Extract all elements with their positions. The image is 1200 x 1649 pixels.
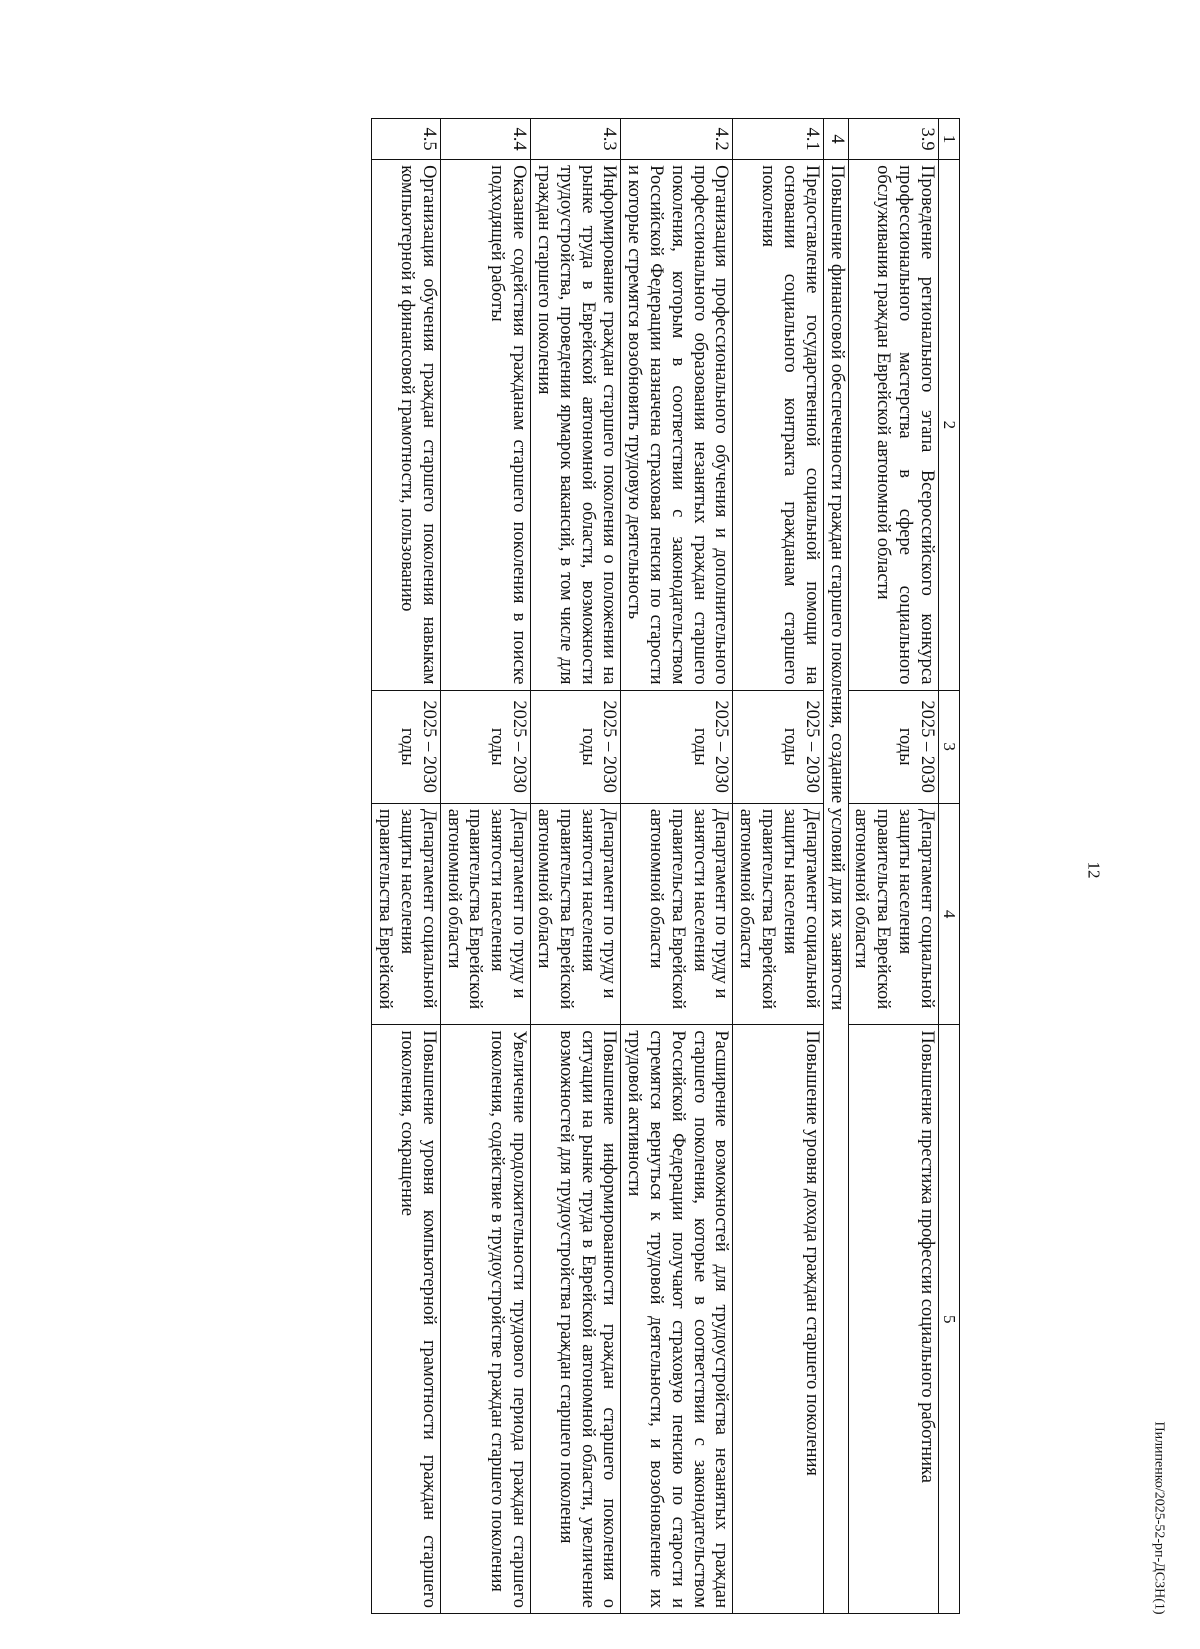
table-row bbox=[621, 119, 733, 1614]
row-number: 4.2 bbox=[621, 119, 733, 160]
table-row bbox=[733, 119, 823, 1614]
executor-cell: Департамент социальной защиты населения правительства Еврейской автономной области bbox=[848, 803, 938, 1025]
page-number: 12 bbox=[1084, 861, 1104, 879]
plan-table-rotated bbox=[89, 118, 960, 1614]
period-cell: 2025 – 2030 годы bbox=[848, 690, 938, 803]
row-number: 4.1 bbox=[733, 119, 823, 160]
column-header: 1 bbox=[938, 119, 959, 160]
event-cell: Предоставление государственной социальной помощи на основании социального контракта гражданам старшего поколения bbox=[733, 160, 823, 690]
executor-cell: Департамент по труду и занятости населения правительства Еврейской автономной области bbox=[531, 803, 621, 1025]
period-cell: 2025 – 2030 годы bbox=[621, 690, 733, 803]
result-cell: Повышение уровня компьютерной грамотности граждан старшего поколения, сокращение bbox=[372, 1025, 440, 1614]
plan-table-body bbox=[372, 119, 960, 1614]
result-cell: Расширение возможностей для трудоустройства незанятых граждан старшего поколения, которые в соответствии с законодательством Российской Федерации получают страховую пенсию по старости и стремятся вернуться к трудовой деятельности, и возобновление их трудовой активности bbox=[621, 1025, 733, 1614]
event-cell: Оказание содействия гражданам старшего поколения в поиске подходящей работы bbox=[440, 160, 530, 690]
table-row bbox=[531, 119, 621, 1614]
executor-cell: Департамент социальной защиты населения правительства Еврейской bbox=[372, 803, 440, 1025]
table-row bbox=[848, 119, 938, 1614]
period-cell: 2025 – 2030 годы bbox=[372, 690, 440, 803]
footer-reference: Пилипенко/2025-52-рп-ДСЗН(1) bbox=[1151, 1421, 1167, 1615]
row-number: 3.9 bbox=[848, 119, 938, 160]
event-cell: Организация профессионального обучения и дополнительного профессионального образования незанятых граждан старшего поколения, которым в соответствии с законодательством Российской Федерации назначена страховая пенсия по старости и которые стремятся возобновить трудовую деятельность bbox=[621, 160, 733, 690]
result-cell: Повышение информированности граждан старшего поколения о ситуации на рынке труда в Еврейской автономной области, увеличение возможностей для трудоустройства граждан старшего поколения bbox=[531, 1025, 621, 1614]
column-header: 2 bbox=[938, 160, 959, 690]
table-header-row bbox=[938, 119, 959, 1614]
section-row bbox=[823, 119, 848, 1614]
column-header: 3 bbox=[938, 690, 959, 803]
result-cell: Повышение престижа профессии социального работника bbox=[848, 1025, 938, 1614]
executor-cell: Департамент по труду и занятости населения правительства Еврейской автономной области bbox=[621, 803, 733, 1025]
period-cell: 2025 – 2030 годы bbox=[531, 690, 621, 803]
row-number: 4.4 bbox=[440, 119, 530, 160]
executor-cell: Департамент социальной защиты населения правительства Еврейской автономной области bbox=[733, 803, 823, 1025]
row-number: 4.3 bbox=[531, 119, 621, 160]
table-row bbox=[372, 119, 440, 1614]
row-number: 4 bbox=[823, 119, 848, 160]
table-row bbox=[440, 119, 530, 1614]
event-cell: Информирование граждан старшего поколения о положении на рынке труда в Еврейской автономной области, возможности трудоустройства, проведении ярмарок вакансий, в том числе для граждан старшего поколения bbox=[531, 160, 621, 690]
plan-table bbox=[371, 118, 960, 1614]
executor-cell: Департамент по труду и занятости населения правительства Еврейской автономной области bbox=[440, 803, 530, 1025]
column-header: 4 bbox=[938, 803, 959, 1025]
result-cell: Увеличение продолжительности трудового периода граждан старшего поколения, содействие в трудоустройстве граждан старшего поколения bbox=[440, 1025, 530, 1614]
result-cell: Повышение уровня дохода граждан старшего поколения bbox=[733, 1025, 823, 1614]
row-number: 4.5 bbox=[372, 119, 440, 160]
column-header: 5 bbox=[938, 1025, 959, 1614]
period-cell: 2025 – 2030 годы bbox=[440, 690, 530, 803]
event-cell: Организация обучения граждан старшего поколения навыкам компьютерной и финансовой грамотности, пользованию bbox=[372, 160, 440, 690]
event-cell: Проведение регионального этапа Всероссийского конкурса профессионального мастерства в сфере социального обслуживания граждан Еврейской автономной области bbox=[848, 160, 938, 690]
period-cell: 2025 – 2030 годы bbox=[733, 690, 823, 803]
section-title: Повышение финансовой обеспеченности граждан старшего поколения, создание условий для их занятости bbox=[823, 160, 848, 1614]
